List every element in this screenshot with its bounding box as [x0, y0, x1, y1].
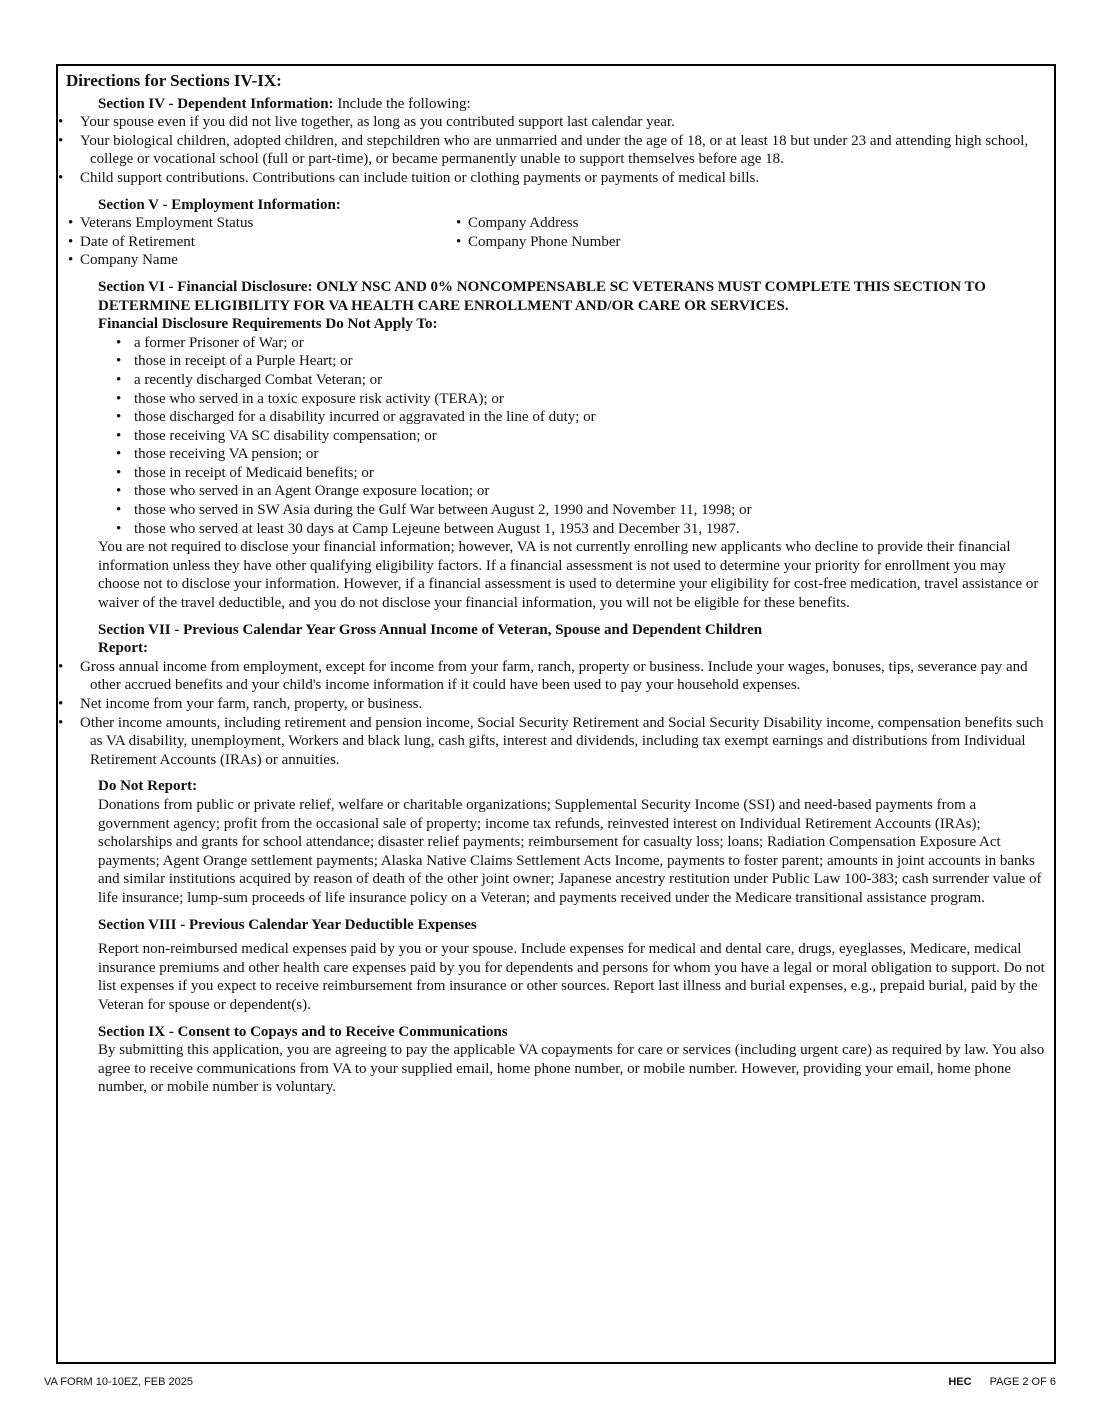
directions-frame — [56, 64, 1056, 1364]
list-item: • Your spouse even if you did not live together, as long as you contributed support last calendar year. — [66, 113, 1050, 132]
section-v-title: Section V - Employment Information: — [98, 196, 341, 213]
footer-page-info — [948, 1376, 1056, 1388]
section-v-col1 — [66, 214, 454, 270]
list-item: • Your biological children, adopted children, and stepchildren who are unmarried and under the age of 18, or at least 18 but under 23 and attending high school, college or vocational school (full or part-time), or became permanently unable to support themselves before age 18. — [66, 132, 1050, 169]
section-ix-title: Section IX - Consent to Copays and to Receive Communications — [98, 1023, 508, 1040]
list-item: • those discharged for a disability incurred or aggravated in the line of duty; or — [114, 408, 1050, 427]
section-vii-donot — [98, 777, 1050, 907]
section-iv-intro: Include the following: — [333, 95, 471, 112]
section-vi-title: Section VI - Financial Disclosure: ONLY NSC AND 0% NONCOMPENSABLE SC VETERANS MUST COMPLETE THIS SECTION TO DETERMINE ELIGIBILITY FOR VA HEALTH CARE ENROLLMENT AND/OR CARE OR SERVICES. — [98, 278, 986, 314]
footer-hec: HEC — [948, 1376, 972, 1388]
list-item: • Gross annual income from employment, except for income from your farm, ranch, property or business. Include your wages, bonuses, tips, severance pay and other accrued benefits and your child's income information if it could have been used to pay your household expenses. — [66, 658, 1050, 695]
section-iv-heading — [98, 95, 1050, 114]
section-vii-report-label: Report: — [98, 640, 148, 657]
footer-page-number: PAGE 2 OF 6 — [989, 1376, 1056, 1388]
list-item: • Net income from your farm, ranch, property, or business. — [66, 695, 1050, 714]
list-item: • Date of Retirement — [66, 233, 454, 252]
list-item: • a recently discharged Combat Veteran; or — [114, 371, 1050, 390]
list-item: • those in receipt of Medicaid benefits; or — [114, 464, 1050, 483]
directions-content — [66, 72, 1050, 1097]
list-item: • Company Name — [66, 251, 454, 270]
section-vii-title: Section VII - Previous Calendar Year Gross Annual Income of Veteran, Spouse and Dependent Children — [98, 621, 763, 638]
section-iv — [98, 95, 1050, 114]
list-item: • Veterans Employment Status — [66, 214, 454, 233]
list-item: • those who served at least 30 days at Camp Lejeune between August 1, 1953 and December 31, 1987. — [114, 520, 1050, 539]
list-item: • Other income amounts, including retirement and pension income, Social Security Retirement and Social Security Disability income, compensation benefits such as VA disability, unemployment, Workers and black lung, cash gifts, interest and dividends, including tax exempt earnings and distributions from Individual Retirement Accounts (IRAs) or annuities. — [66, 714, 1050, 770]
list-item: • Company Phone Number — [454, 233, 1050, 252]
directions-title: Directions for Sections IV-IX: — [66, 71, 282, 90]
list-item: • those in receipt of a Purple Heart; or — [114, 352, 1050, 371]
section-vi-paragraph: You are not required to disclose your financial information; however, VA is not currently enrolling new applicants who decline to provide their financial information unless they have other qualifying eligibility factors. If a financial assessment is not used to determine your priority for enrollment you may choose not to disclose your information. However, if a financial assessment is used to determine your eligibility for cost-free medication, travel assistance or waiver of the travel deductible, and you do not disclose your financial information, you will not be eligible for these benefits. — [98, 539, 1039, 612]
section-viii-text: Report non-reimbursed medical expenses paid by you or your spouse. Include expenses for medical and dental care, drugs, eyeglasses, Medicare, medical insurance premiums and other health care expenses paid by you for dependents and persons for whom you have a legal or moral obligation to support. Do not list expenses if you expect to receive reimbursement from insurance or other sources. Report last illness and burial expenses, e.g., prepaid burial, paid by the Veteran for spouse or dependent(s). — [98, 941, 1045, 1013]
section-vii — [98, 621, 1050, 658]
section-vi — [98, 278, 1050, 334]
section-vii-donot-label: Do Not Report: — [98, 778, 198, 795]
section-iv-list — [66, 113, 1050, 187]
section-iv-title: Section IV - Dependent Information: — [98, 95, 334, 112]
section-vi-subtitle: Financial Disclosure Requirements Do Not Apply To: — [98, 316, 438, 333]
list-item: • those who served in SW Asia during the Gulf War between August 2, 1990 and November 11, 1998; or — [114, 501, 1050, 520]
section-vii-donot-text: Donations from public or private relief, welfare or charitable organizations; Supplemental Security Income (SSI) and need-based payments from a government agency; profit from the occasional sale of property; income tax refunds, reinvested interest on Individual Retirement Accounts (IRAs); scholarships and grants for school attendance; disaster relief payments; reimbursement for casualty loss; loans; Radiation Compensation Exposure Act payments; Agent Orange settlement payments; Alaska Native Claims Settlement Acts Income, payments to foster parent; amounts in joint accounts in banks and similar institutions acquired by reason of death of the other joint owner; Japanese ancestry restitution under Public Law 100-383; cash surrender value of life insurance; lump-sum proceeds of life insurance policy on a Veteran; and payments received under the Medicare transitional assistance program. — [98, 796, 1042, 906]
section-v-columns — [66, 214, 1050, 270]
section-vii-list — [66, 658, 1050, 770]
list-item: • those who served in a toxic exposure risk activity (TERA); or — [114, 390, 1050, 409]
section-vi-list — [114, 334, 1050, 539]
list-item: • those receiving VA SC disability compensation; or — [114, 427, 1050, 446]
list-item: • those receiving VA pension; or — [114, 445, 1050, 464]
section-viii-title: Section VIII - Previous Calendar Year Deductible Expenses — [98, 916, 477, 933]
section-ix — [98, 1023, 1050, 1097]
list-item: • a former Prisoner of War; or — [114, 334, 1050, 353]
section-viii — [98, 916, 1050, 1015]
list-item: • those who served in an Agent Orange exposure location; or — [114, 482, 1050, 501]
section-v-col2 — [454, 214, 1050, 270]
section-ix-text: By submitting this application, you are agreeing to pay the applicable VA copayments for care or services (including urgent care) as required by law. You also agree to receive communications from VA to your supplied email, home phone number, or mobile number. However, providing your email, home phone number, or mobile number is voluntary. — [98, 1042, 1045, 1096]
section-v — [98, 196, 1050, 215]
list-item: • Child support contributions. Contributions can include tuition or clothing payments or payments of medical bills. — [66, 169, 1050, 188]
footer-form-id: VA FORM 10-10EZ, FEB 2025 — [44, 1376, 193, 1388]
list-item: • Company Address — [454, 214, 1050, 233]
